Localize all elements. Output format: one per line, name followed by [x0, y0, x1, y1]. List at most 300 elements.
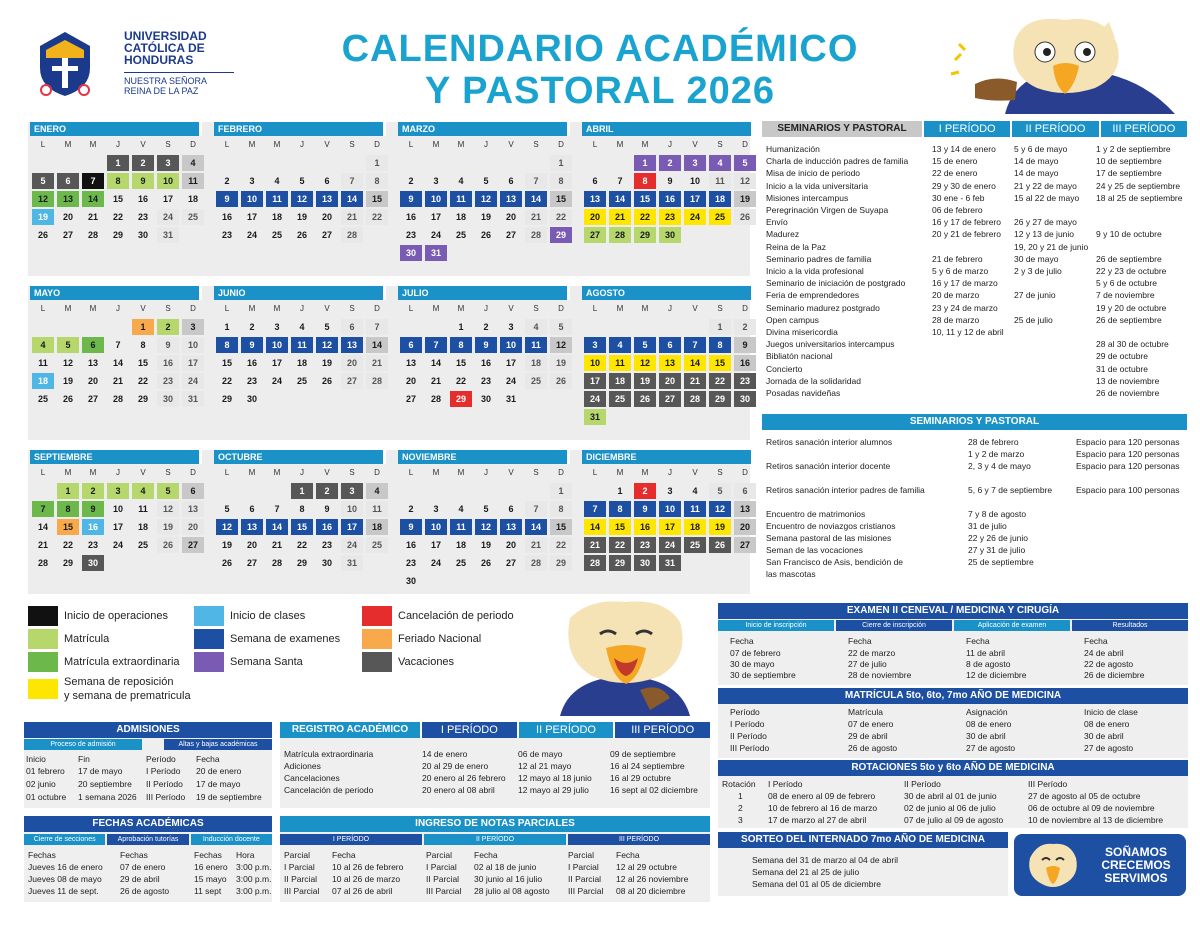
day-cell: 31	[341, 555, 363, 571]
day-cell: 27	[341, 373, 363, 389]
day-cell: 21	[430, 376, 441, 386]
day-cell: 21	[366, 355, 388, 371]
month-grid	[398, 136, 570, 262]
slogan-box	[1014, 834, 1186, 896]
day-cell: 18	[525, 355, 547, 371]
admisiones-col: Fin	[78, 754, 90, 764]
weekday-label: L	[592, 140, 598, 149]
pastoral-cell: 21 de febrero	[932, 253, 983, 264]
month-name: AGOSTO	[582, 286, 754, 300]
empty-day-cell	[709, 227, 731, 243]
registro-cell: Matrícula extraordinaria	[284, 749, 374, 759]
fechas-sub-3: Inducción docente	[191, 834, 272, 845]
weekday-label: L	[408, 468, 414, 477]
empty-day-cell	[550, 391, 572, 407]
day-cell: 17	[182, 355, 204, 371]
day-cell: 19	[480, 212, 491, 222]
notas-col: Parcial	[284, 850, 310, 860]
pastoral-cell: 28 al 30 de octubre	[1096, 339, 1169, 350]
empty-day-cell	[525, 573, 547, 589]
day-cell: 11	[138, 504, 148, 514]
month-diciembre	[582, 450, 754, 572]
registro-title: REGISTRO ACADÉMICO	[280, 722, 420, 738]
day-cell: 18	[137, 522, 148, 532]
weekday-label: J	[668, 140, 672, 149]
pastoral-cell: 29 de octubre	[1096, 351, 1148, 362]
day-cell: 6	[341, 319, 363, 335]
day-cell: 19	[157, 519, 179, 535]
day-cell: 16	[734, 355, 756, 371]
notas-cell: 07 al 26 de abril	[332, 886, 393, 896]
legend-swatch	[362, 652, 392, 672]
day-cell: 28	[609, 227, 631, 243]
day-cell: 25	[37, 394, 48, 404]
day-cell: 3	[157, 155, 179, 171]
month-octubre	[214, 450, 386, 572]
weekday-label: L	[408, 304, 414, 313]
day-cell: 17	[430, 540, 441, 550]
day-cell: 3	[107, 483, 129, 499]
day-cell: 9	[324, 504, 330, 514]
weekday-label: D	[374, 304, 380, 313]
empty-day-cell	[216, 155, 238, 171]
weekday-label: S	[349, 468, 355, 477]
day-cell: 20	[321, 212, 332, 222]
day-cell: 10	[500, 337, 522, 353]
month-agosto	[582, 286, 754, 426]
day-cell: 20	[584, 209, 606, 225]
day-cell: 15	[57, 519, 79, 535]
pastoral-cell: 10 de septiembre	[1096, 156, 1162, 167]
matricula-med-cell: 07 de enero	[848, 719, 894, 729]
day-cell: 1	[634, 155, 656, 171]
day-cell: 5	[32, 173, 54, 189]
sorteo-week: Semana del 01 al 05 de diciembre	[752, 879, 881, 889]
admisiones-cell: 20 de enero	[196, 766, 242, 776]
pastoral-period-2: II PERÍODO	[1010, 121, 1098, 137]
pastoral-cell: 30 de mayo	[1014, 253, 1059, 264]
day-cell: 29	[634, 227, 656, 243]
fechas-col: Hora	[236, 850, 255, 860]
retiros-cell: Seman de las vocaciones	[766, 545, 863, 555]
day-cell: 10	[584, 355, 606, 371]
examen-cell: 22 de agosto	[1084, 659, 1134, 669]
legend-swatch	[362, 606, 392, 626]
weekday-label: J	[116, 304, 120, 313]
day-cell: 11	[450, 519, 472, 535]
weekday-label: S	[349, 304, 355, 313]
day-cell: 22	[137, 376, 148, 386]
pastoral-cell: 16 y 17 de marzo	[932, 278, 998, 289]
retiros-cell: 2, 3 y 4 de mayo	[968, 461, 1031, 471]
day-cell: 22	[296, 540, 307, 550]
day-cell: 2	[249, 322, 255, 332]
day-cell: 1	[57, 483, 79, 499]
rotaciones-cell: 1	[738, 791, 743, 801]
retiros-cell: Espacio para 120 personas	[1076, 437, 1180, 447]
university-crest-icon	[36, 28, 94, 98]
day-cell: 4	[299, 322, 305, 332]
examen-cell: 12 de diciembre	[966, 670, 1027, 680]
day-cell: 6	[182, 483, 204, 499]
empty-day-cell	[450, 573, 472, 589]
empty-day-cell	[684, 555, 706, 571]
rotaciones-col: I Período	[768, 779, 803, 789]
page-title: CALENDARIO ACADÉMICO Y PASTORAL 2026	[341, 28, 859, 112]
retiros-cell: 7 y 8 de agosto	[968, 509, 1027, 519]
day-cell: 10	[241, 191, 263, 207]
day-cell: 31	[659, 555, 681, 571]
empty-day-cell	[182, 227, 204, 243]
legend-item	[362, 606, 514, 626]
weekday-label: V	[140, 304, 146, 313]
day-cell: 27	[505, 230, 516, 240]
month-febrero	[214, 122, 386, 244]
day-cell: 10	[266, 337, 288, 353]
rotaciones-col: II Período	[904, 779, 941, 789]
pastoral-cell: 19 y 20 de octubre	[1096, 302, 1167, 313]
day-cell: 31	[425, 245, 447, 261]
retiros-cell: 28 de febrero	[968, 437, 1019, 447]
fechas-header: FECHAS ACADÉMICAS	[24, 816, 272, 832]
month-grid	[398, 464, 570, 590]
day-cell: 7	[525, 501, 547, 517]
day-cell: 11	[525, 337, 547, 353]
day-cell: 28	[525, 555, 547, 571]
rotaciones-cell: 27 de agosto al 05 de octubre	[1028, 791, 1141, 801]
day-cell: 3	[584, 337, 606, 353]
rotaciones-col: III Período	[1028, 779, 1068, 789]
notas-period-2: II PERÍODO	[424, 834, 566, 845]
pastoral-cell: 9 y 10 de octubre	[1096, 229, 1162, 240]
day-cell: 21	[37, 540, 48, 550]
sorteo-header: SORTEO DEL INTERNADO 7mo AÑO DE MEDICINA	[718, 832, 1008, 848]
pastoral-cell: 28 de marzo	[932, 314, 980, 325]
empty-day-cell	[266, 391, 288, 407]
empty-day-cell	[32, 483, 54, 499]
month-name: ENERO	[30, 122, 202, 136]
day-cell: 10	[659, 501, 681, 517]
pastoral-cell: 15 de enero	[932, 156, 978, 167]
legend-label: Feriado Nacional	[398, 633, 482, 645]
empty-day-cell	[500, 483, 522, 499]
weekday-label: S	[533, 304, 539, 313]
day-cell: 25	[525, 373, 547, 389]
weekday-label: S	[533, 468, 539, 477]
retiros-header: SEMINARIOS Y PASTORAL	[762, 414, 1187, 430]
day-cell: 17	[505, 358, 516, 368]
matricula-med-cell: 30 de abril	[1084, 731, 1124, 741]
day-cell: 3	[508, 322, 514, 332]
day-cell: 28	[112, 394, 123, 404]
day-cell: 14	[684, 355, 706, 371]
day-cell: 3	[341, 483, 363, 499]
day-cell: 19	[634, 373, 656, 389]
pastoral-cell: Madurez	[766, 229, 800, 240]
pastoral-cell: 14 de mayo	[1014, 156, 1059, 167]
pastoral-cell: Inicio a la vida profesional	[766, 266, 864, 276]
examen-col-label: Fecha	[1084, 636, 1108, 646]
weekday-label: D	[558, 468, 564, 477]
eagle-face-icon	[1024, 842, 1082, 890]
retiros-cell: San Francisco de Asis, bendición de	[766, 557, 904, 567]
day-cell: 17	[271, 358, 282, 368]
day-cell: 12	[550, 337, 572, 353]
pastoral-cell: 31 de octubre	[1096, 363, 1148, 374]
weekday-label: J	[668, 304, 672, 313]
fechas-cell: 26 de agosto	[120, 886, 170, 896]
empty-day-cell	[525, 391, 547, 407]
notas-cell: 08 al 20 diciembre	[616, 886, 686, 896]
empty-day-cell	[450, 155, 472, 171]
weekday-label: L	[40, 468, 46, 477]
weekday-label: L	[592, 468, 598, 477]
admisiones-col: Período	[146, 754, 176, 764]
day-cell: 22	[709, 373, 731, 389]
examen-cell: 8 de agosto	[966, 659, 1011, 669]
day-cell: 23	[659, 209, 681, 225]
fechas-col: Fechas	[28, 850, 56, 860]
fechas-sub-2: Aprobación tutorías	[107, 834, 188, 845]
empty-day-cell	[659, 319, 681, 335]
weekday-label: M	[616, 304, 624, 313]
weekday-label: S	[349, 140, 355, 149]
day-cell: 30	[82, 555, 104, 571]
weekday-label: M	[616, 140, 624, 149]
weekday-label: V	[692, 140, 698, 149]
day-cell: 14	[430, 358, 441, 368]
day-cell: 1	[709, 319, 731, 335]
day-cell: 30	[246, 394, 257, 404]
day-cell: 7	[584, 501, 606, 517]
legend-item	[194, 652, 303, 672]
day-cell: 15	[221, 358, 232, 368]
day-cell: 16	[405, 212, 416, 222]
day-cell: 18	[455, 540, 466, 550]
day-cell: 8	[57, 501, 79, 517]
day-cell: 27	[182, 537, 204, 553]
day-cell: 2	[316, 483, 338, 499]
examen-col-label: Fecha	[966, 636, 990, 646]
admisiones-cell: 17 de mayo	[78, 766, 123, 776]
day-cell: 24	[684, 209, 706, 225]
day-cell: 19	[32, 209, 54, 225]
day-cell: 7	[425, 337, 447, 353]
legend-label: Vacaciones	[398, 656, 455, 668]
day-cell: 22	[455, 376, 466, 386]
empty-day-cell	[266, 155, 288, 171]
day-cell: 20	[62, 212, 73, 222]
month-mayo	[30, 286, 202, 408]
weekday-label: M	[641, 468, 649, 477]
day-cell: 23	[157, 373, 179, 389]
empty-day-cell	[684, 227, 706, 243]
empty-day-cell	[241, 155, 263, 171]
empty-day-cell	[241, 483, 263, 499]
day-cell: 3	[433, 504, 439, 514]
legend-item	[194, 606, 305, 626]
pastoral-cell: Bibliatón nacional	[766, 351, 833, 362]
registro-cell: 20 enero al 26 febrero	[422, 773, 506, 783]
day-cell: 16	[480, 358, 491, 368]
weekday-label: D	[558, 140, 564, 149]
day-cell: 15	[291, 519, 313, 535]
examen-cell: 26 de diciembre	[1084, 670, 1145, 680]
day-cell: 2	[734, 319, 756, 335]
day-cell: 20	[246, 540, 257, 550]
matricula-med-col: Inicio de clase	[1084, 707, 1138, 717]
matricula-med-cell: I Período	[730, 719, 765, 729]
day-cell: 26	[37, 230, 48, 240]
day-cell: 2	[659, 155, 681, 171]
weekday-label: M	[457, 140, 465, 149]
empty-day-cell	[684, 319, 706, 335]
month-grid	[214, 464, 386, 572]
legend-label: Matrícula	[64, 633, 110, 645]
empty-day-cell	[450, 245, 472, 261]
day-cell: 28	[584, 555, 606, 571]
day-cell: 26	[709, 537, 731, 553]
day-cell: 5	[709, 483, 731, 499]
day-cell: 13	[584, 191, 606, 207]
day-cell: 4	[32, 337, 54, 353]
month-grid	[30, 136, 202, 244]
notas-cell: II Parcial	[568, 874, 602, 884]
day-cell: 25	[709, 209, 731, 225]
day-cell: 19	[734, 191, 756, 207]
admisiones-subs	[24, 739, 272, 750]
legend-item	[362, 652, 454, 672]
day-cell: 16	[157, 355, 179, 371]
weekday-label: J	[484, 140, 488, 149]
day-cell: 9	[132, 173, 154, 189]
pastoral-cell: 17 de septiembre	[1096, 168, 1162, 179]
weekday-label: J	[484, 304, 488, 313]
weekday-label: V	[324, 304, 330, 313]
day-cell: 21	[271, 540, 282, 550]
retiros-cell: Encuentro de matrimonios	[766, 509, 866, 519]
weekday-label: M	[273, 468, 281, 477]
day-cell: 15	[709, 355, 731, 371]
day-cell: 12	[32, 191, 54, 207]
registro-cell: 16 al 24 septiembre	[610, 761, 685, 771]
notas-col: Fecha	[616, 850, 640, 860]
day-cell: 27	[405, 394, 416, 404]
day-cell: 10	[341, 501, 363, 517]
pastoral-cell: 13 y 14 de enero	[932, 144, 996, 154]
month-grid	[30, 464, 202, 572]
retiros-cell: Espacio para 120 personas	[1076, 461, 1180, 471]
university-name: UNIVERSIDAD CATÓLICA DE HONDURAS	[124, 29, 207, 67]
pastoral-cell: 1 y 2 de septiembre	[1096, 144, 1171, 154]
empty-day-cell	[107, 319, 129, 335]
pastoral-cell: 5 y 6 de mayo	[1014, 144, 1068, 154]
day-cell: 8	[709, 337, 731, 353]
day-cell: 29	[550, 555, 572, 571]
day-cell: 29	[450, 391, 472, 407]
month-grid	[30, 300, 202, 408]
day-cell: 26	[480, 230, 491, 240]
rotaciones-cell: 10 de febrero al 16 de marzo	[768, 803, 878, 813]
empty-day-cell	[584, 155, 606, 171]
day-cell: 13	[341, 337, 363, 353]
day-cell: 5	[550, 319, 572, 335]
day-cell: 20	[505, 212, 516, 222]
weekday-label: S	[165, 468, 171, 477]
day-cell: 22	[366, 209, 388, 225]
empty-day-cell	[709, 555, 731, 571]
matricula-med-cell: 29 de abril	[848, 731, 888, 741]
sorteo-week: Semana del 21 al 25 de julio	[752, 867, 860, 877]
day-cell: 8	[634, 173, 656, 189]
day-cell: 15	[550, 519, 572, 535]
examen-cell: 22 de marzo	[848, 648, 896, 658]
day-cell: 13	[500, 519, 522, 535]
day-cell: 26	[62, 394, 73, 404]
day-cell: 17	[684, 191, 706, 207]
day-cell: 23	[221, 230, 232, 240]
pastoral-cell: 10, 11 y 12 de abril	[932, 327, 1004, 337]
rotaciones-cell: 3	[738, 815, 743, 825]
pastoral-cell: 7 de noviembre	[1096, 290, 1155, 301]
day-cell: 25	[366, 537, 388, 553]
weekday-label: S	[533, 140, 539, 149]
retiros-cell: las mascotas	[766, 569, 816, 579]
weekday-label: D	[190, 304, 196, 313]
day-cell: 14	[609, 191, 631, 207]
empty-day-cell	[291, 155, 313, 171]
day-cell: 12	[216, 519, 238, 535]
eagle-mascot-pointing-icon	[945, 14, 1185, 118]
day-cell: 8	[140, 340, 146, 350]
legend-label: Inicio de operaciones	[64, 610, 168, 622]
day-cell: 24	[112, 540, 123, 550]
legend-item	[28, 652, 180, 672]
day-cell: 30	[157, 391, 179, 407]
pastoral-cell: 2 y 3 de julio	[1014, 266, 1062, 276]
day-cell: 11	[684, 501, 706, 517]
day-cell: 17	[430, 212, 441, 222]
matricula-med-col: Período	[730, 707, 760, 717]
eagle-mascot-laughing-icon	[540, 598, 710, 718]
day-cell: 1	[617, 486, 623, 496]
day-cell: 24	[246, 230, 257, 240]
pastoral-cell: 15 al 22 de mayo	[1014, 192, 1080, 203]
day-cell: 16	[405, 540, 416, 550]
day-cell: 19	[550, 355, 572, 371]
day-cell: 24	[584, 391, 606, 407]
empty-day-cell	[734, 409, 756, 425]
day-cell: 19	[480, 540, 491, 550]
day-cell: 9	[667, 176, 673, 186]
weekday-label: J	[668, 468, 672, 477]
day-cell: 29	[550, 227, 572, 243]
day-cell: 9	[157, 337, 179, 353]
day-cell: 5	[324, 322, 330, 332]
fechas-col: Fechas	[120, 850, 148, 860]
slogan-text: SOÑAMOS CRECEMOS SERVIMOS	[1101, 845, 1171, 885]
day-cell: 6	[508, 504, 514, 514]
empty-day-cell	[216, 483, 238, 499]
weekday-label: M	[457, 468, 465, 477]
pastoral-cell: Envío	[766, 217, 788, 228]
legend-swatch	[194, 652, 224, 672]
day-cell: 9	[400, 191, 422, 207]
day-cell: 10	[182, 337, 204, 353]
day-cell: 1	[458, 322, 464, 332]
day-cell: 4	[132, 483, 154, 499]
day-cell: 22	[634, 209, 656, 225]
